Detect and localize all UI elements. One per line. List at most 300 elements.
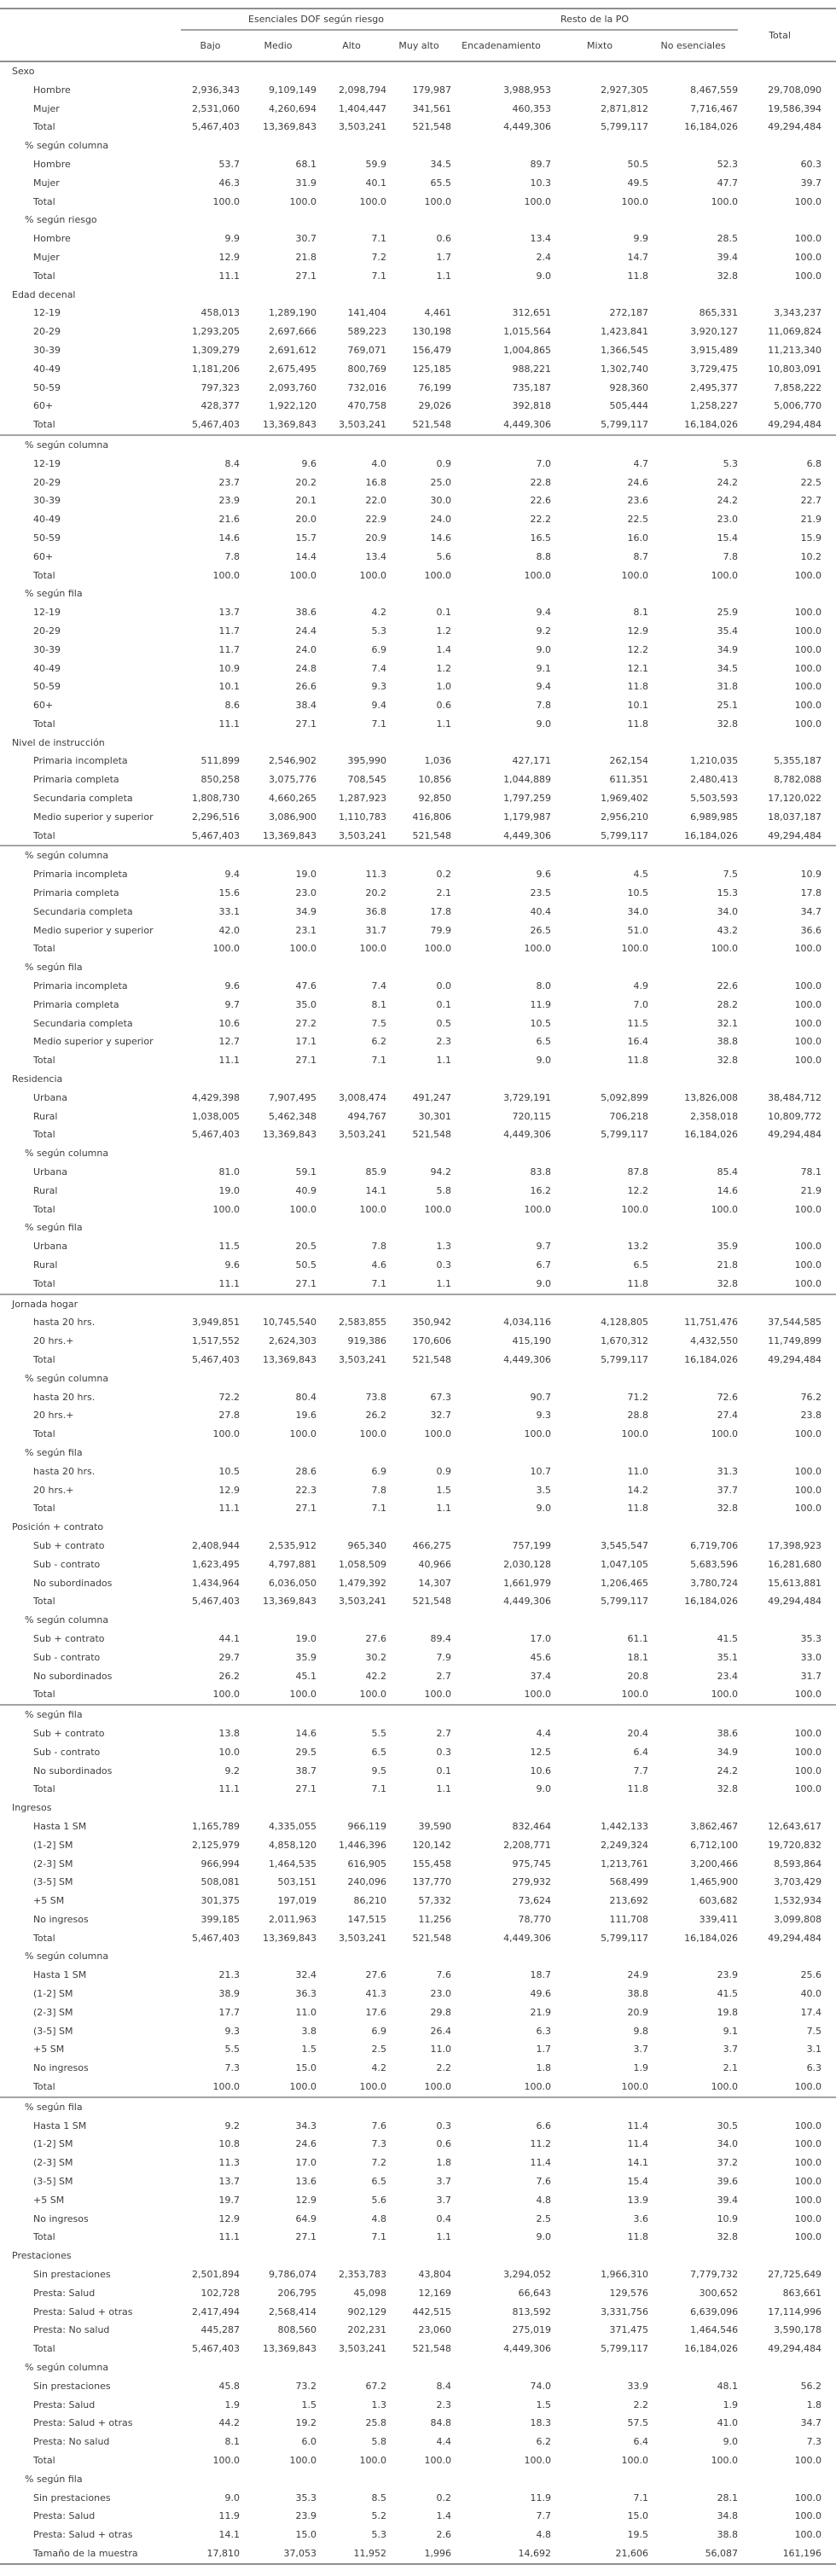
value-cell: 15.6 bbox=[218, 887, 240, 899]
value-cell: 13.7 bbox=[218, 2176, 240, 2188]
value-cell: 1,036 bbox=[424, 755, 452, 767]
value-cell bbox=[551, 435, 648, 455]
value-cell: 568,499 bbox=[609, 1876, 649, 1888]
value-cell: 9.9 bbox=[633, 233, 649, 245]
value-cell bbox=[386, 211, 451, 230]
value-cell bbox=[316, 1518, 386, 1537]
value-cell: 11.0 bbox=[627, 1465, 649, 1477]
table-row bbox=[0, 1649, 836, 1667]
row-label: Total bbox=[33, 943, 55, 955]
value-cell: 206,795 bbox=[277, 2287, 316, 2299]
row-label: Presta: Salud + otras bbox=[33, 2306, 133, 2317]
value-cell: 38.4 bbox=[295, 700, 316, 712]
header-corner-cell bbox=[0, 9, 181, 30]
row-label: Total bbox=[0, 827, 181, 846]
value-cell: 32.8 bbox=[717, 270, 739, 282]
value-cell bbox=[451, 1947, 551, 1966]
value-cell: 1.8 bbox=[806, 2399, 822, 2410]
value-cell: 13,369,843 bbox=[240, 827, 316, 846]
value-cell bbox=[240, 1369, 316, 1388]
value-cell bbox=[316, 2470, 386, 2489]
value-cell: 10.3 bbox=[530, 177, 552, 189]
value-cell: 14.6 bbox=[218, 532, 240, 544]
table-row bbox=[0, 939, 836, 958]
table-row bbox=[0, 1089, 836, 1108]
table-row bbox=[0, 379, 836, 398]
value-cell: 52.3 bbox=[717, 158, 739, 170]
value-cell bbox=[738, 1218, 836, 1237]
value-cell bbox=[648, 137, 738, 155]
value-cell: 100.0 bbox=[424, 569, 452, 581]
value-cell bbox=[240, 61, 316, 81]
value-cell: 16,281,680 bbox=[768, 1558, 822, 1570]
row-label: No subordinados bbox=[33, 1670, 113, 1682]
row-label: (3-5] SM bbox=[33, 1876, 73, 1888]
value-cell: 64.9 bbox=[295, 2213, 316, 2224]
value-cell: 23.0 bbox=[295, 887, 316, 899]
value-cell: 5.3 bbox=[371, 2529, 386, 2541]
value-cell: 32.1 bbox=[717, 1017, 739, 1029]
value-cell: 19,586,394 bbox=[768, 102, 822, 114]
value-cell: 1,464,535 bbox=[269, 1858, 316, 1869]
value-cell: 25.0 bbox=[430, 476, 452, 488]
value-cell: 427,171 bbox=[512, 755, 552, 767]
value-cell: 2,353,783 bbox=[339, 2269, 386, 2281]
value-cell bbox=[181, 1705, 240, 1724]
value-cell: 1.2 bbox=[436, 625, 452, 637]
value-cell: 100.0 bbox=[794, 233, 822, 245]
value-cell: 100.0 bbox=[289, 943, 316, 955]
table-row bbox=[0, 827, 836, 846]
table-row bbox=[0, 1743, 836, 1762]
row-label: Mujer bbox=[33, 177, 60, 189]
value-cell: 100.0 bbox=[551, 1685, 648, 1705]
value-cell: 47.7 bbox=[717, 177, 739, 189]
column-header-alto: Alto bbox=[316, 30, 386, 61]
value-cell: 100.0 bbox=[648, 1685, 738, 1705]
value-cell: 11,749,899 bbox=[768, 1335, 822, 1347]
value-cell: 38.6 bbox=[295, 607, 316, 619]
subsection-row bbox=[0, 1705, 836, 1724]
value-cell: 470,758 bbox=[347, 400, 386, 412]
value-cell: 16,184,026 bbox=[684, 2343, 739, 2355]
value-cell: 100.0 bbox=[794, 1746, 822, 1758]
value-cell: 27.1 bbox=[295, 1503, 316, 1515]
value-cell: 2,531,060 bbox=[192, 102, 240, 114]
table-row bbox=[0, 2003, 836, 2022]
value-cell: 45.6 bbox=[530, 1651, 552, 1663]
value-cell: 156,479 bbox=[412, 344, 452, 356]
value-cell: 16,184,026 bbox=[684, 1932, 739, 1944]
row-label: Rural bbox=[33, 1184, 58, 1196]
value-cell: 39.4 bbox=[717, 2194, 739, 2206]
value-cell: 100.0 bbox=[212, 1203, 240, 1215]
value-cell: 7.1 bbox=[633, 2492, 649, 2503]
value-cell: 11.1 bbox=[218, 1783, 240, 1795]
value-cell: 7,716,467 bbox=[690, 102, 739, 114]
value-cell: 100.0 bbox=[621, 195, 649, 207]
value-cell bbox=[551, 1070, 648, 1089]
value-cell: 31.9 bbox=[295, 177, 316, 189]
value-cell bbox=[551, 1518, 648, 1537]
value-cell: 28.1 bbox=[717, 2492, 739, 2503]
value-cell: 32.8 bbox=[717, 718, 739, 730]
value-cell: 37.7 bbox=[717, 1484, 739, 1496]
value-cell: 10.1 bbox=[218, 681, 240, 693]
value-cell: 7.1 bbox=[371, 270, 386, 282]
row-label: Total bbox=[33, 1129, 55, 1141]
value-cell: 12.1 bbox=[627, 662, 649, 674]
row-label: Hombre bbox=[33, 158, 71, 170]
value-cell: 14.1 bbox=[365, 1184, 386, 1196]
value-cell: 19.6 bbox=[295, 1410, 316, 1422]
value-cell: 832,464 bbox=[512, 1820, 552, 1832]
table-row bbox=[0, 360, 836, 379]
value-cell bbox=[181, 1070, 240, 1089]
value-cell bbox=[648, 435, 738, 455]
value-cell: 67.2 bbox=[365, 2380, 386, 2392]
value-cell: 13.4 bbox=[365, 550, 386, 562]
value-cell: 3.7 bbox=[633, 2044, 649, 2056]
table-row bbox=[0, 1256, 836, 1275]
value-cell: 7.0 bbox=[633, 998, 649, 1010]
value-cell: 50.5 bbox=[295, 1259, 316, 1271]
value-cell bbox=[451, 1518, 551, 1537]
value-cell: 5,467,403 bbox=[192, 1353, 240, 1365]
value-cell: 11.3 bbox=[365, 869, 386, 881]
value-cell: 6.7 bbox=[536, 1259, 552, 1271]
value-cell: 25.9 bbox=[717, 607, 739, 619]
value-cell: 1,479,392 bbox=[339, 1577, 386, 1589]
value-cell: 2,675,495 bbox=[269, 363, 316, 375]
value-cell: 14,692 bbox=[451, 2544, 551, 2564]
value-cell: 7.8 bbox=[723, 550, 739, 562]
value-cell bbox=[551, 137, 648, 155]
value-cell bbox=[738, 846, 836, 865]
table-row bbox=[0, 2154, 836, 2172]
row-label: Sin prestaciones bbox=[33, 2380, 111, 2392]
row-label: 30-39 bbox=[33, 344, 61, 356]
value-cell bbox=[738, 286, 836, 305]
value-cell: 23.0 bbox=[717, 514, 739, 526]
subsection-row bbox=[0, 211, 836, 230]
value-cell: 170,606 bbox=[412, 1335, 452, 1347]
row-label: Presta: Salud bbox=[33, 2399, 96, 2410]
value-cell: 22.6 bbox=[717, 980, 739, 992]
value-cell: 3,503,241 bbox=[339, 1932, 386, 1944]
value-cell: 9.4 bbox=[371, 700, 386, 712]
value-cell: 15.0 bbox=[295, 2062, 316, 2074]
value-cell: 100.0 bbox=[212, 569, 240, 581]
value-cell: 9.0 bbox=[536, 1503, 552, 1515]
value-cell: 1,434,964 bbox=[192, 1577, 240, 1589]
table-row bbox=[0, 1966, 836, 1985]
row-label: Rural bbox=[33, 1259, 58, 1271]
value-cell: 22.3 bbox=[295, 1484, 316, 1496]
row-label: Hombre bbox=[33, 84, 71, 96]
table-row bbox=[0, 1985, 836, 2003]
value-cell bbox=[240, 1070, 316, 1089]
value-cell: 21,606 bbox=[551, 2544, 648, 2564]
value-cell bbox=[551, 2470, 648, 2489]
value-cell bbox=[316, 2247, 386, 2265]
value-cell: 39.6 bbox=[717, 2176, 739, 2188]
value-cell: 5,799,117 bbox=[601, 1596, 649, 1608]
value-cell: 12.9 bbox=[218, 251, 240, 263]
value-cell bbox=[738, 1070, 836, 1089]
value-cell: 9.0 bbox=[536, 2231, 552, 2243]
table-row bbox=[0, 1182, 836, 1201]
value-cell: 4,260,694 bbox=[269, 102, 316, 114]
value-cell bbox=[386, 61, 451, 81]
value-cell: 3,331,756 bbox=[601, 2306, 649, 2317]
row-label: 50-59 bbox=[33, 532, 61, 544]
value-cell: 86,210 bbox=[353, 1895, 386, 1907]
value-cell: 100.0 bbox=[359, 1428, 386, 1440]
value-cell bbox=[738, 211, 836, 230]
value-cell bbox=[738, 1144, 836, 1163]
row-label: No ingresos bbox=[33, 2213, 89, 2224]
table-row bbox=[0, 977, 836, 996]
value-cell: 49,294,484 bbox=[768, 1932, 822, 1944]
value-cell: 25.1 bbox=[717, 700, 739, 712]
value-cell: 11.1 bbox=[218, 270, 240, 282]
value-cell bbox=[386, 435, 451, 455]
subsection-row bbox=[0, 2097, 836, 2117]
value-cell: 21.9 bbox=[800, 514, 822, 526]
value-cell: 27.1 bbox=[295, 1783, 316, 1795]
column-header-total: Total bbox=[738, 9, 836, 61]
column-header-medio: Medio bbox=[240, 30, 316, 61]
value-cell bbox=[738, 734, 836, 753]
value-cell: 65.5 bbox=[430, 177, 452, 189]
value-cell: 3,503,241 bbox=[339, 1129, 386, 1141]
value-cell: 14.1 bbox=[218, 2529, 240, 2541]
value-cell: 20.9 bbox=[627, 2006, 649, 2018]
value-cell bbox=[386, 734, 451, 753]
value-cell: 44.2 bbox=[218, 2417, 240, 2429]
value-cell: 17.0 bbox=[295, 2157, 316, 2169]
value-cell bbox=[551, 211, 648, 230]
value-cell: 928,360 bbox=[609, 381, 649, 393]
value-cell: 0.3 bbox=[436, 1259, 452, 1271]
table-row bbox=[0, 865, 836, 884]
value-cell: 31.7 bbox=[800, 1670, 822, 1682]
value-cell bbox=[181, 1611, 240, 1630]
value-cell: 29.5 bbox=[295, 1746, 316, 1758]
value-cell bbox=[386, 2097, 451, 2117]
value-cell: 11.2 bbox=[530, 2138, 552, 2150]
value-cell: 2,296,516 bbox=[192, 811, 240, 823]
row-label: Total bbox=[33, 1428, 55, 1440]
value-cell bbox=[240, 2470, 316, 2489]
value-cell bbox=[181, 2247, 240, 2265]
value-cell: 83.8 bbox=[530, 1166, 552, 1178]
value-cell bbox=[240, 1144, 316, 1163]
value-cell: 9.4 bbox=[536, 681, 552, 693]
value-cell: 24.0 bbox=[295, 643, 316, 655]
value-cell: 35.9 bbox=[717, 1241, 739, 1253]
value-cell: 11.8 bbox=[627, 1783, 649, 1795]
value-cell bbox=[181, 435, 240, 455]
value-cell bbox=[181, 734, 240, 753]
value-cell: 16.4 bbox=[627, 1036, 649, 1048]
value-cell: 1.9 bbox=[633, 2062, 649, 2074]
row-label: 60+ bbox=[33, 550, 54, 562]
value-cell: 40.0 bbox=[800, 1988, 822, 2000]
table-row bbox=[0, 2117, 836, 2136]
table-row bbox=[0, 1724, 836, 1743]
value-cell: 9.0 bbox=[536, 1055, 552, 1067]
value-cell: 2.4 bbox=[536, 251, 552, 263]
value-cell: 10.2 bbox=[800, 550, 822, 562]
row-label: +5 SM bbox=[33, 2044, 65, 2056]
value-cell bbox=[648, 584, 738, 603]
row-label: Primaria incompleta bbox=[33, 755, 128, 767]
value-cell: 57.5 bbox=[627, 2417, 649, 2429]
table-row bbox=[0, 1201, 836, 1219]
value-cell: 2.5 bbox=[536, 2213, 552, 2224]
value-cell: 966,119 bbox=[347, 1820, 386, 1832]
value-cell: 11.8 bbox=[627, 681, 649, 693]
value-cell: 10,809,772 bbox=[768, 1110, 822, 1122]
value-cell: 46.3 bbox=[218, 177, 240, 189]
value-cell: 808,560 bbox=[277, 2324, 316, 2336]
value-cell: 13,826,008 bbox=[684, 1091, 739, 1103]
value-cell: 521,548 bbox=[412, 1129, 452, 1141]
value-cell: 24.2 bbox=[717, 1765, 739, 1776]
value-cell: 100.0 bbox=[212, 1428, 240, 1440]
table-row bbox=[0, 808, 836, 827]
value-cell: 8,782,088 bbox=[774, 774, 822, 786]
value-cell: 3,729,191 bbox=[503, 1091, 552, 1103]
value-cell: 2,691,612 bbox=[269, 344, 316, 356]
value-cell: 141,404 bbox=[347, 307, 386, 319]
value-cell: 100.0 bbox=[794, 700, 822, 712]
value-cell: 1.1 bbox=[436, 718, 452, 730]
value-cell bbox=[648, 734, 738, 753]
value-cell bbox=[648, 1799, 738, 1817]
value-cell: 7.1 bbox=[371, 1503, 386, 1515]
value-cell bbox=[451, 1799, 551, 1817]
value-cell bbox=[551, 846, 648, 865]
value-cell: 2,871,812 bbox=[601, 102, 649, 114]
value-cell: 61.1 bbox=[627, 1632, 649, 1644]
value-cell: 32.8 bbox=[648, 1275, 738, 1294]
value-cell: 40.4 bbox=[530, 905, 552, 917]
value-cell: 12.2 bbox=[627, 643, 649, 655]
value-cell: 11.7 bbox=[218, 643, 240, 655]
value-cell bbox=[648, 1705, 738, 1724]
value-cell: 49,294,484 bbox=[768, 2343, 822, 2355]
value-cell: 8.1 bbox=[371, 998, 386, 1010]
value-cell: 28.2 bbox=[717, 998, 739, 1010]
value-cell: 21.9 bbox=[800, 1184, 822, 1196]
value-cell: 4,449,306 bbox=[451, 827, 551, 846]
value-cell: 392,818 bbox=[512, 400, 552, 412]
table-row bbox=[0, 100, 836, 119]
value-cell: 18.1 bbox=[627, 1651, 649, 1663]
value-cell: 49,294,484 bbox=[768, 1353, 822, 1365]
value-cell: 30,301 bbox=[418, 1110, 452, 1122]
value-cell bbox=[451, 1294, 551, 1314]
value-cell: 6.6 bbox=[536, 2120, 552, 2131]
value-cell: 8,467,559 bbox=[690, 84, 739, 96]
row-label: 40-49 bbox=[33, 662, 61, 674]
value-cell: 301,375 bbox=[200, 1895, 240, 1907]
value-cell: 1,210,035 bbox=[690, 755, 739, 767]
row-label: Medio superior y superior bbox=[33, 924, 154, 936]
subsection-label: % según fila bbox=[25, 1446, 83, 1458]
section-row bbox=[0, 61, 836, 81]
value-cell: 100.0 bbox=[794, 1428, 822, 1440]
value-cell: 800,769 bbox=[347, 363, 386, 375]
value-cell bbox=[240, 958, 316, 977]
row-label: Secundaria completa bbox=[33, 793, 133, 805]
value-cell: 7.6 bbox=[536, 2176, 552, 2188]
value-cell: 4.2 bbox=[371, 2062, 386, 2074]
value-cell: 100.0 bbox=[359, 195, 386, 207]
value-cell bbox=[648, 1518, 738, 1537]
value-cell: 17.0 bbox=[530, 1632, 552, 1644]
value-cell: 19.0 bbox=[218, 1184, 240, 1196]
value-cell bbox=[551, 1947, 648, 1966]
value-cell: 22.2 bbox=[530, 514, 552, 526]
value-cell: 40.1 bbox=[365, 177, 386, 189]
value-cell bbox=[551, 1611, 648, 1630]
value-cell: 22.0 bbox=[365, 495, 386, 507]
value-cell bbox=[451, 1070, 551, 1089]
value-cell: 14.4 bbox=[295, 550, 316, 562]
subsection-label: % según fila bbox=[25, 1222, 83, 1234]
table-row bbox=[0, 193, 836, 212]
value-cell: 1,206,465 bbox=[601, 1577, 649, 1589]
value-cell: 350,942 bbox=[412, 1317, 452, 1329]
value-cell: 769,071 bbox=[347, 344, 386, 356]
value-cell: 34.8 bbox=[717, 2510, 739, 2522]
value-cell: 34.9 bbox=[295, 905, 316, 917]
table-row bbox=[0, 1574, 836, 1593]
row-label: Hasta 1 SM bbox=[33, 1820, 87, 1832]
value-cell: 36.8 bbox=[365, 905, 386, 917]
value-cell: 1,213,761 bbox=[601, 1858, 649, 1869]
value-cell: 3,590,178 bbox=[774, 2324, 822, 2336]
row-label: Total bbox=[33, 2343, 55, 2355]
value-cell: 13,369,843 bbox=[263, 2343, 316, 2355]
value-cell: 5,799,117 bbox=[551, 416, 648, 435]
value-cell bbox=[240, 1705, 316, 1724]
value-cell: 13.2 bbox=[627, 1241, 649, 1253]
value-cell: 74.0 bbox=[530, 2380, 552, 2392]
value-cell: 9.1 bbox=[723, 2025, 739, 2037]
value-cell: 72.2 bbox=[218, 1391, 240, 1403]
value-cell bbox=[240, 2358, 316, 2377]
value-cell bbox=[316, 211, 386, 230]
row-label: Presta: No salud bbox=[33, 2436, 110, 2448]
table-row bbox=[0, 752, 836, 770]
subsection-row bbox=[0, 1369, 836, 1388]
value-cell bbox=[316, 1369, 386, 1388]
value-cell: 3,503,241 bbox=[339, 121, 386, 133]
value-cell: 80.4 bbox=[295, 1391, 316, 1403]
value-cell: 466,275 bbox=[412, 1539, 452, 1551]
value-cell: 38.8 bbox=[717, 2529, 739, 2541]
value-cell: 15.3 bbox=[717, 887, 739, 899]
value-cell: 28.5 bbox=[717, 233, 739, 245]
value-cell: 0.1 bbox=[436, 998, 452, 1010]
value-cell: 11.9 bbox=[530, 998, 552, 1010]
value-cell: 34.0 bbox=[717, 905, 739, 917]
